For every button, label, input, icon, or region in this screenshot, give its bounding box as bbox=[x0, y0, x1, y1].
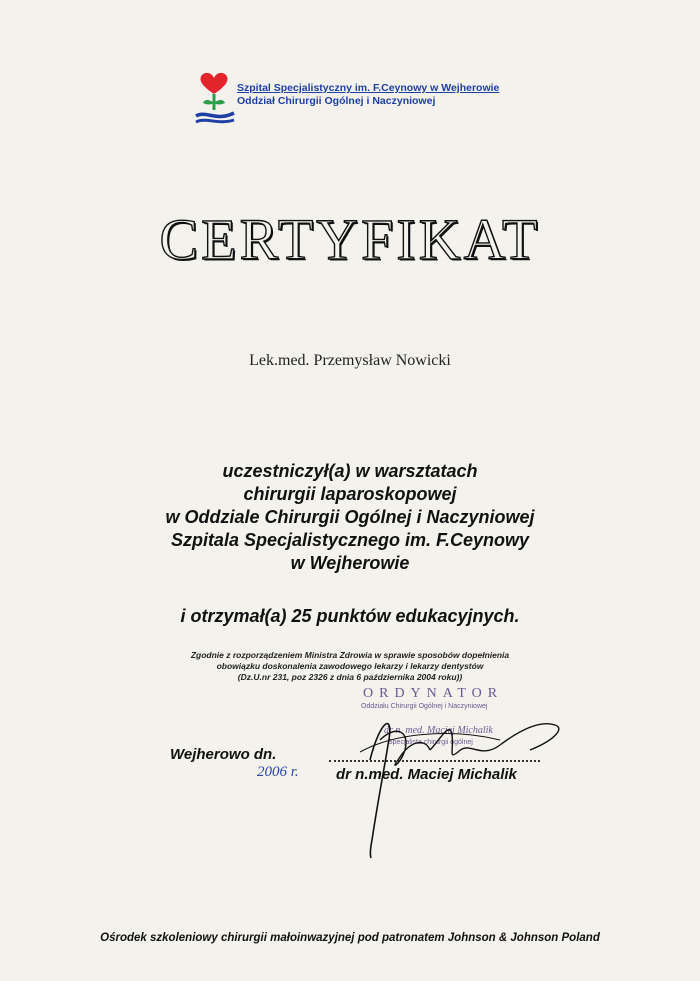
footer-note: Ośrodek szkoleniowy chirurgii małoinwazyjnej pod patronatem Johnson & Johnson Poland bbox=[100, 932, 600, 944]
hospital-name: Szpital Specjalistyczny im. F.Ceynowy w Wejherowie bbox=[237, 82, 500, 94]
body-line: chirurgii laparoskopowej bbox=[243, 484, 457, 504]
stamp-department: Oddziału Chirurgii Ogólnej i Naczyniowej bbox=[361, 703, 488, 710]
stamp-title: ORDYNATOR bbox=[363, 686, 504, 701]
recipient-name: Lek.med. Przemysław Nowicki bbox=[249, 352, 451, 369]
place-date-label: Wejherowo dn. bbox=[170, 746, 277, 763]
body-line: w Oddziale Chirurgii Ogólnej i Naczyniowej bbox=[165, 507, 535, 527]
body-line: w Wejherowie bbox=[290, 553, 410, 573]
points-line: i otrzymał(a) 25 punktów edukacyjnych. bbox=[180, 606, 520, 626]
stamp-specialty: Specjalista chirurgii ogólnej bbox=[388, 739, 473, 746]
body-line: Szpitala Specjalistycznego im. F.Ceynowy bbox=[170, 530, 530, 550]
body-line: uczestniczył(a) w warsztatach bbox=[222, 461, 478, 481]
legal-line: (Dz.U.nr 231, poz 2326 z dnia 6 października 2004 roku)) bbox=[237, 672, 463, 682]
department-name: Oddział Chirurgii Ogólnej i Naczyniowej bbox=[237, 95, 436, 107]
heart-flower-logo-icon bbox=[192, 70, 236, 126]
certificate-title: CERTYFIKAT bbox=[159, 207, 541, 272]
handwritten-date: 2006 r. bbox=[257, 764, 299, 780]
legal-line: obowiązku doskonalenia zawodowego lekarzy i lekarzy dentystów bbox=[216, 661, 484, 671]
certificate-body bbox=[0, 460, 700, 575]
hospital-logo bbox=[192, 70, 522, 126]
signer-name: dr n.med. Maciej Michalik bbox=[336, 766, 517, 783]
legal-note bbox=[0, 650, 700, 683]
stamp-name: dr n. med. Maciej Michalik bbox=[384, 725, 493, 736]
legal-line: Zgodnie z rozporządzeniem Ministra Zdrowia w sprawie sposobów dopełnienia bbox=[190, 650, 510, 660]
